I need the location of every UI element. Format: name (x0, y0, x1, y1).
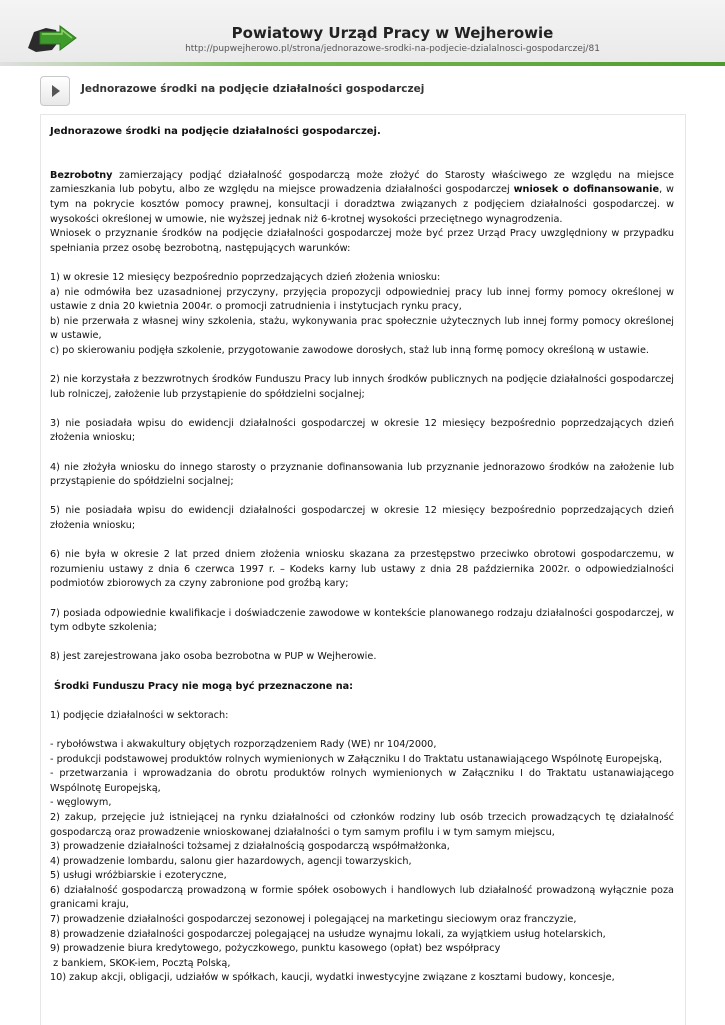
condition-1: 1) w okresie 12 miesięcy bezpośrednio poprzedzających dzień złożenia wniosku: (50, 271, 441, 283)
intro-text-2: , w tym na pokrycie kosztów pomocy prawnej, konsultacji i doradztwa związanych z podjęciem działalności gospodarczej. w wysokości określonej w umowie, nie wyższej jednak niż 6-krotnej wysokości przeciętnego wynagrodzenia. (50, 184, 674, 225)
exclusion-1: 1) podjęcie działalności w sektorach: (50, 709, 229, 721)
exclusion-6: 6) działalność gospodarczą prowadzoną w formie spółek osobowych i handlowych lub działalność prowadzoną wyłącznie poza granicami kraju, (50, 884, 674, 911)
exclusion-5: 5) usługi wróżbiarskie i ezoteryczne, (50, 870, 227, 882)
article-title: Jednorazowe środki na podjęcie działalności gospodarczej. (50, 126, 381, 137)
condition-1a: a) nie odmówiła bez uzasadnionej przyczyny, przyjęcia propozycji odpowiedniej pracy lub innej formy pomocy określonej w ustawie z dnia 20 kwietnia 2004r. o promocji zatrudnienia i instytucjach rynku pracy, (50, 286, 674, 313)
condition-6: 6) nie była w okresie 2 lat przed dniem złożenia wniosku skazana za przestępstwo przeciwko obrotowi gospodarczemu, w rozumieniu ustawy z dnia 6 czerwca 1997 r. – Kodeks karny lub ustawy z dnia 28 października 2002r. o odpowiedzialności podmiotów zbiorowych za czyny zabronione pod groźbą kary; (50, 549, 674, 590)
page-heading: Jednorazowe środki na podjęcie działalności gospodarczej (81, 83, 425, 95)
exclusions-heading (50, 680, 674, 695)
exclusion-9a: 9) prowadzenie biura kredytowego, pożyczkowego, punktu kasowego (opłat) bez współpracy (50, 943, 501, 955)
condition-3: 3) nie posiadała wpisu do ewidencji działalności gospodarczej w okresie 12 miesięcy bezpośrednio poprzedzających dzień złożenia wniosku; (50, 417, 674, 444)
condition-7: 7) posiada odpowiednie kwalifikacje i doświadczenie zawodowe w kontekście planowanego rodzaju działalności gospodarczej, w tym odbyte szkolenia; (50, 607, 674, 634)
site-url[interactable]: http://pupwejherowo.pl/strona/jednorazowe-srodki-na-podjecie-dzialalnosci-gospodarczej/81 (185, 44, 600, 54)
condition-8: 8) jest zarejestrowana jako osoba bezrobotna w PUP w Wejherowie. (50, 651, 377, 663)
condition-1b: b) nie przerwała z własnej winy szkolenia, stażu, wykonywania prac społecznie użytecznych lub innej formy pomocy określonej w ustawie, (50, 315, 674, 342)
intro-paragraph (50, 169, 674, 227)
condition-1c: c) po skierowaniu podjęła szkolenie, przygotowanie zawodowe dorosłych, staż lub inną formę pomocy określoną w ustawie. (50, 344, 650, 356)
article-body (50, 125, 674, 986)
condition-5: 5) nie posiadała wpisu do ewidencji działalności gospodarczej w okresie 12 miesięcy bezpośrednio poprzedzających dzień złożenia wniosku; (50, 505, 674, 532)
play-arrow-icon (41, 77, 69, 105)
exclusion-1b: - produkcji podstawowej produktów rolnych wymienionych w Załączniku I do Traktatu ustanawiającego Wspólnotę Europejską, (50, 753, 663, 765)
exclusion-9b: z bankiem, SKOK-iem, Pocztą Polską, (50, 957, 231, 969)
exclusion-8: 8) prowadzenie działalności gospodarczej polegającej na usłudze wynajmu lokali, za wyjątkiem usług hotelarskich, (50, 928, 606, 940)
exclusion-1a: - rybołówstwa i akwakultury objętych rozporządzeniem Rady (WE) nr 104/2000, (50, 738, 437, 750)
intro-conditions: Wniosek o przyznanie środków na podjęcie działalności gospodarczej może być przez Urząd Pracy uwzględniony w przypadku spełniania przez osobę bezrobotną, następujących warunków: (50, 228, 674, 254)
intro-bold-phrase: wniosek o dofinansowanie (513, 184, 660, 196)
exclusion-3: 3) prowadzenie działalności tożsamej z działalnością gospodarczą współmałżonka, (50, 841, 450, 853)
exclusions-heading-text: Środki Funduszu Pracy nie mogą być przeznaczone na: (54, 680, 354, 692)
logo-icon[interactable] (26, 22, 78, 54)
exclusion-1c: - przetwarzania i wprowadzania do obrotu produktów rolnych wymienionych w Załączniku I do Traktatu ustanawiającego Wspólnotę Europejską, (50, 768, 674, 794)
intro-text-1: zamierzający podjąć działalność gospodarczą może złożyć do Starosty właściwego ze względu na miejsce zamieszkania lub pobytu, albo ze względu na miejsce prowadzenia działalności gospodarczej (50, 169, 674, 196)
exclusion-10: 10) zakup akcji, obligacji, udziałów w spółkach, kaucji, wydatki inwestycyjne związane z kosztami budowy, koncesje, (50, 972, 615, 984)
intro-bold-term: Bezrobotny (50, 169, 113, 181)
exclusion-1d: - węglowym, (50, 797, 112, 809)
condition-4: 4) nie złożyła wniosku do innego starosty o przyznanie dofinansowania lub przyznanie jednorazowo środków na założenie lub przystąpienie do spółdzielni socjalnej; (50, 461, 674, 488)
site-title: Powiatowy Urząd Pracy w Wejherowie (231, 24, 554, 42)
exclusion-2: 2) zakup, przejęcie już istniejącej na rynku działalności od członków rodziny lub osób trzecich prowadzących tę działalność gospodarczą oraz prowadzenie wnioskowanej działalności o tym samym profilu i w tym samym miejscu, (50, 811, 674, 838)
page-arrow-button[interactable] (40, 76, 70, 106)
exclusion-7: 7) prowadzenie działalności gospodarczej sezonowej i polegającej na marketingu sieciowym oraz franczyzie, (50, 914, 577, 926)
condition-2: 2) nie korzystała z bezzwrotnych środków Funduszu Pracy lub innych środków publicznych na podjęcie działalności gospodarczej lub rolniczej, założenie lub przystąpienie do spółdzielni socjalnej; (50, 374, 674, 400)
exclusion-4: 4) prowadzenie lombardu, salonu gier hazardowych, agencji towarzyskich, (50, 855, 412, 867)
header-accent-line (0, 62, 725, 66)
